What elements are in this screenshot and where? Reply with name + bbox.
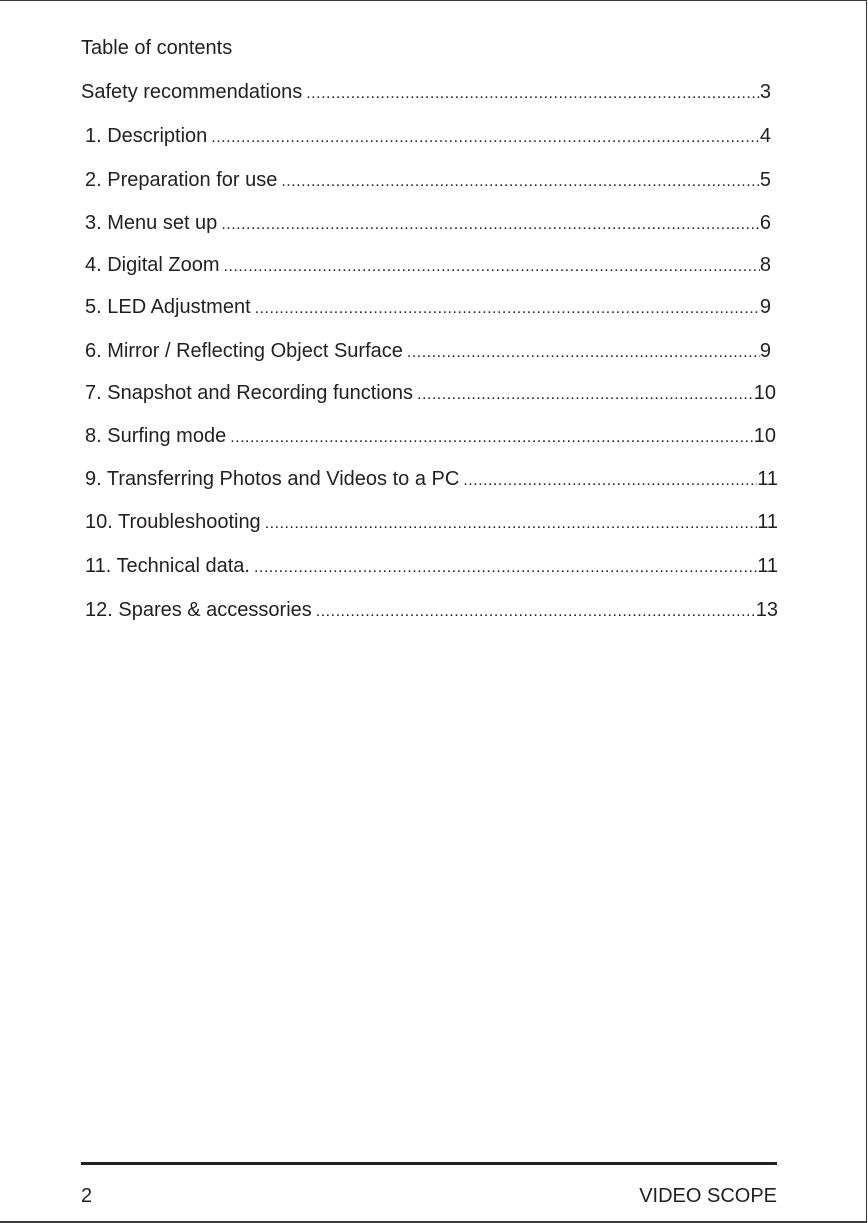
- toc-entry-page: 6: [759, 212, 771, 234]
- toc-entry-snapshot-recording[interactable]: [85, 381, 776, 407]
- dot-leader: [265, 512, 758, 536]
- toc-entry-mirror[interactable]: [85, 339, 771, 365]
- dot-leader: [254, 556, 757, 580]
- toc-entry-transferring[interactable]: [85, 467, 778, 493]
- dot-leader: [316, 600, 756, 624]
- toc-entry-label: 6. Mirror / Reflecting Object Surface: [85, 340, 403, 362]
- toc-entry-page: 10: [753, 425, 776, 447]
- footer-rule: [81, 1162, 777, 1165]
- toc-entry-surfing-mode[interactable]: [85, 424, 776, 450]
- toc-entry-label: 8. Surfing mode: [85, 425, 227, 447]
- toc-entry-description[interactable]: [85, 124, 771, 150]
- dot-leader: [211, 126, 760, 150]
- toc-entry-page: 11: [757, 511, 778, 533]
- dot-leader: [281, 170, 760, 194]
- dot-leader: [463, 469, 757, 493]
- toc-entry-page: 9: [759, 296, 771, 318]
- toc-entry-label: 11. Technical data.: [85, 555, 250, 577]
- toc-entry-label: 9. Transferring Photos and Videos to a PC: [85, 468, 460, 490]
- toc-entry-preparation[interactable]: [85, 168, 771, 194]
- toc-entry-page: 4: [759, 125, 771, 147]
- toc-entry-label: 5. LED Adjustment: [85, 296, 251, 318]
- toc-entry-page: 11: [757, 555, 778, 577]
- toc-entry-page: 8: [759, 254, 771, 276]
- toc-entry-page: 3: [759, 81, 771, 103]
- toc-entry-digital-zoom[interactable]: [85, 253, 771, 279]
- toc-entry-label: 1. Description: [85, 125, 208, 147]
- toc-entry-page: 13: [755, 599, 778, 621]
- toc-entry-label: 10. Troubleshooting: [85, 511, 261, 533]
- toc-entry-safety[interactable]: [81, 80, 771, 106]
- toc-entry-technical-data[interactable]: [85, 554, 778, 580]
- dot-leader: [306, 82, 760, 106]
- toc-entry-page: 10: [753, 382, 776, 404]
- footer-page-number: 2: [81, 1185, 93, 1207]
- toc-entry-menu-setup[interactable]: [85, 211, 771, 237]
- toc-entry-spares-accessories[interactable]: [85, 598, 778, 624]
- dot-leader: [255, 297, 760, 321]
- toc-entry-label: 4. Digital Zoom: [85, 254, 220, 276]
- dot-leader: [407, 341, 760, 365]
- dot-leader: [224, 255, 760, 279]
- toc-entry-label: 12. Spares & accessories: [85, 599, 312, 621]
- dot-leader: [230, 426, 754, 450]
- toc-entry-led-adjustment[interactable]: [85, 295, 771, 321]
- footer-doc-title: VIDEO SCOPE: [639, 1185, 777, 1207]
- toc-entry-label: 2. Preparation for use: [85, 169, 278, 191]
- toc-entry-label: 7. Snapshot and Recording functions: [85, 382, 413, 404]
- dot-leader: [417, 383, 754, 407]
- toc-title: Table of contents: [81, 37, 233, 59]
- dot-leader: [221, 213, 760, 237]
- toc-entry-label: Safety recommendations: [81, 81, 303, 103]
- toc-entry-page: 9: [759, 340, 771, 362]
- toc-entry-page: 11: [757, 468, 778, 490]
- toc-entry-page: 5: [759, 169, 771, 191]
- toc-entry-label: 3. Menu set up: [85, 212, 218, 234]
- toc-entry-troubleshooting[interactable]: [85, 510, 778, 536]
